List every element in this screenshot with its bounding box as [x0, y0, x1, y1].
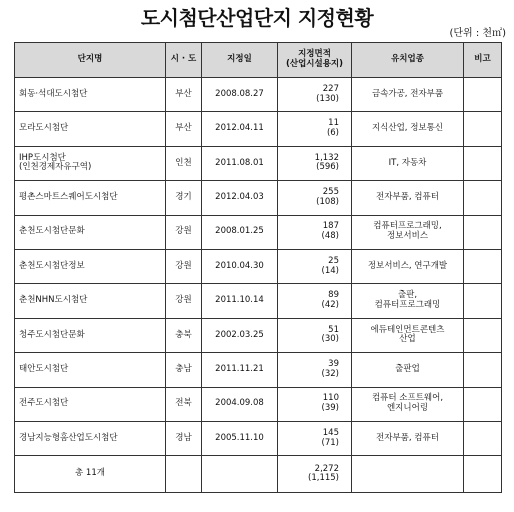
total-area-industrial-value: (1,115) [308, 473, 339, 484]
cell-name [15, 215, 166, 249]
header-area-line2: (산업시설용지) [285, 59, 344, 69]
area-value: 25 [328, 255, 339, 266]
area-industrial-value: (39) [321, 403, 339, 414]
cell-area [278, 181, 352, 215]
cell-region: 강원 [166, 215, 202, 249]
cell-name [15, 284, 166, 318]
table-row [15, 353, 502, 387]
table-header-row [15, 43, 502, 78]
cell-region: 충남 [166, 353, 202, 387]
cell-area [278, 249, 352, 283]
industry-subtext: 정보서비스 [386, 231, 429, 242]
cell-note [464, 112, 502, 146]
cell-date: 2008.01.25 [202, 215, 278, 249]
area-industrial-value: (14) [321, 265, 339, 276]
total-empty-date [202, 456, 278, 493]
cell-note [464, 146, 502, 180]
cell-date: 2011.08.01 [202, 146, 278, 180]
cell-name [15, 112, 166, 146]
name-text: 춘천도시첨단문화 [19, 226, 85, 237]
cell-date: 2005.11.10 [202, 421, 278, 455]
cell-name [15, 421, 166, 455]
total-area-value: 2,272 [314, 463, 339, 474]
industry-text: 출판업 [395, 363, 420, 374]
cell-area [278, 353, 352, 387]
cell-note [464, 353, 502, 387]
cell-region: 부산 [166, 78, 202, 112]
cell-region: 부산 [166, 112, 202, 146]
cell-date: 2011.11.21 [202, 353, 278, 387]
header-date: 지정일 [202, 43, 278, 78]
cell-note [464, 181, 502, 215]
cell-date: 2011.10.14 [202, 284, 278, 318]
name-text: IHP도시첨단 [19, 152, 66, 163]
cell-industry [352, 318, 464, 352]
cell-region: 전북 [166, 387, 202, 421]
cell-industry [352, 78, 464, 112]
table-row [15, 249, 502, 283]
industry-text: IT, 자동차 [388, 157, 427, 168]
cell-name [15, 387, 166, 421]
industry-text: 출판, [397, 290, 418, 301]
cell-note [464, 318, 502, 352]
area-value: 255 [322, 187, 339, 198]
cell-industry [352, 112, 464, 146]
table-row [15, 387, 502, 421]
area-value: 187 [322, 221, 339, 232]
area-industrial-value: (71) [321, 437, 339, 448]
cell-industry [352, 284, 464, 318]
cell-date: 2010.04.30 [202, 249, 278, 283]
industry-text: 컴퓨터프로그래밍, [373, 221, 442, 232]
cell-region: 인천 [166, 146, 202, 180]
area-industrial-value: (30) [321, 334, 339, 345]
cell-area [278, 421, 352, 455]
cell-date: 2002.03.25 [202, 318, 278, 352]
cell-name [15, 353, 166, 387]
area-value: 89 [328, 290, 339, 301]
cell-region: 충북 [166, 318, 202, 352]
header-area-line1: 지정면적 [298, 49, 331, 60]
cell-area [278, 318, 352, 352]
industry-text: 에듀테인먼트콘텐츠 [370, 324, 445, 335]
area-value: 110 [322, 393, 339, 404]
cell-industry [352, 181, 464, 215]
industry-text: 정보서비스, 연구개발 [367, 260, 448, 271]
cell-region: 경기 [166, 181, 202, 215]
area-industrial-value: (108) [316, 196, 339, 207]
cell-note [464, 421, 502, 455]
cell-name [15, 181, 166, 215]
table-row [15, 78, 502, 112]
industry-text: 컴퓨터 소프트웨어, [371, 393, 444, 404]
industry-text: 전자부품, 컴퓨터 [376, 432, 439, 443]
name-text: 태안도시첨단 [19, 363, 69, 374]
industry-text: 지식산업, 정보통신 [371, 123, 444, 134]
name-text: 모라도시첨단 [19, 123, 69, 134]
area-value: 11 [328, 118, 339, 129]
total-empty-note [464, 456, 502, 493]
cell-note [464, 78, 502, 112]
area-industrial-value: (6) [326, 128, 339, 139]
name-text: 전주도시첨단 [19, 398, 69, 409]
cell-name [15, 146, 166, 180]
total-empty-industry [352, 456, 464, 493]
cell-industry [352, 353, 464, 387]
table-row [15, 284, 502, 318]
table-row [15, 181, 502, 215]
name-text: 경남지능형홈산업도시첨단 [19, 432, 118, 443]
industry-subtext: 컴퓨터프로그래밍 [374, 300, 441, 311]
cell-date: 2012.04.11 [202, 112, 278, 146]
cell-industry [352, 215, 464, 249]
cell-region: 경남 [166, 421, 202, 455]
table-row [15, 318, 502, 352]
cell-note [464, 387, 502, 421]
cell-area [278, 215, 352, 249]
area-value: 39 [328, 359, 339, 370]
cell-area [278, 146, 352, 180]
cell-date: 2008.08.27 [202, 78, 278, 112]
total-label: 총 11개 [15, 456, 166, 493]
designation-table [14, 42, 502, 493]
cell-industry [352, 421, 464, 455]
total-row [15, 456, 502, 493]
header-region: 시 · 도 [166, 43, 202, 78]
name-text: 청주도시첨단문화 [19, 329, 85, 340]
cell-area [278, 387, 352, 421]
area-industrial-value: (48) [321, 231, 339, 242]
total-empty-region [166, 456, 202, 493]
cell-area [278, 78, 352, 112]
cell-region: 강원 [166, 284, 202, 318]
industry-text: 금속가공, 전자부품 [371, 88, 444, 99]
page-title: 도시첨단산업단지 지정현황 [140, 6, 374, 30]
header-area [278, 43, 352, 78]
unit-label: (단위 : 천㎡) [449, 28, 506, 39]
total-area [278, 456, 352, 493]
cell-name [15, 249, 166, 283]
cell-note [464, 215, 502, 249]
cell-area [278, 284, 352, 318]
area-industrial-value: (42) [321, 300, 339, 311]
cell-note [464, 249, 502, 283]
area-industrial-value: (130) [316, 93, 339, 104]
area-industrial-value: (32) [321, 368, 339, 379]
cell-industry [352, 146, 464, 180]
cell-name [15, 78, 166, 112]
table-row [15, 112, 502, 146]
area-value: 145 [322, 427, 339, 438]
table-row [15, 215, 502, 249]
name-text: 평촌스마트스퀘어도시첨단 [19, 191, 118, 202]
industry-subtext: 산업 [399, 334, 416, 345]
header-name: 단지명 [15, 43, 166, 78]
cell-industry [352, 249, 464, 283]
table-body [15, 78, 502, 493]
industry-subtext: 엔지니어링 [386, 403, 429, 414]
industry-text: 전자부품, 컴퓨터 [376, 191, 439, 202]
cell-industry [352, 387, 464, 421]
table-row [15, 146, 502, 180]
area-value: 51 [328, 324, 339, 335]
cell-date: 2004.09.08 [202, 387, 278, 421]
area-value: 227 [322, 83, 339, 94]
name-text: 춘천NHN도시첨단 [19, 295, 88, 306]
name-subtext: (인천경제자유구역) [19, 162, 92, 173]
cell-note [464, 284, 502, 318]
table-row [15, 421, 502, 455]
cell-name [15, 318, 166, 352]
area-value: 1,132 [314, 152, 339, 163]
cell-area [278, 112, 352, 146]
cell-region: 강원 [166, 249, 202, 283]
cell-date: 2012.04.03 [202, 181, 278, 215]
header-industry: 유치업종 [352, 43, 464, 78]
header-note: 비고 [464, 43, 502, 78]
name-text: 회동·석대도시첨단 [19, 88, 88, 99]
area-industrial-value: (596) [316, 162, 339, 173]
name-text: 춘천도시첨단정보 [19, 260, 85, 271]
